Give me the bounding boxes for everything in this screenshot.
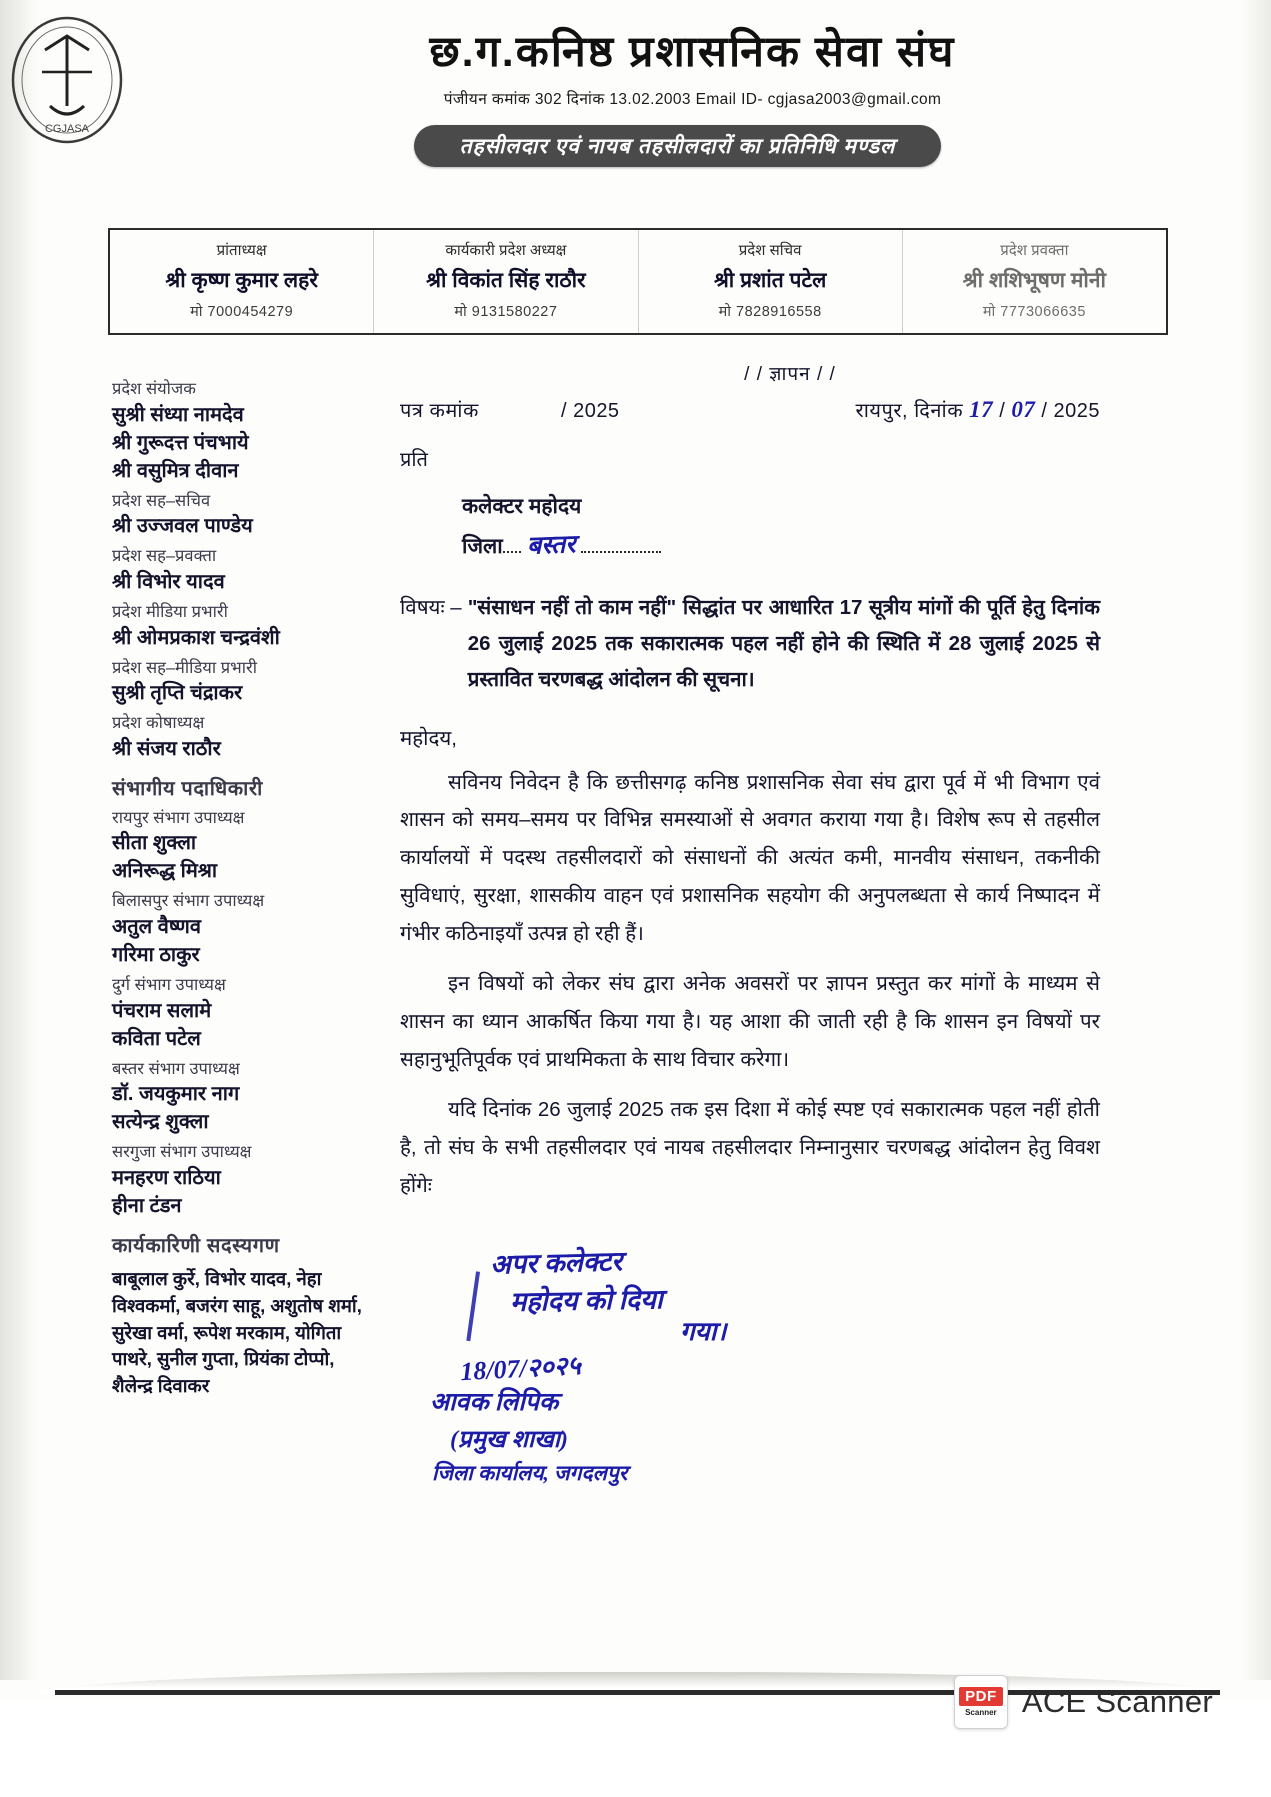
officer-name: श्री शशिभूषण मोनी — [962, 269, 1106, 292]
sidebar-role: प्रदेश मीडिया प्रभारी — [112, 602, 228, 621]
division-role: दुर्ग संभाग उपाध्यक्ष — [112, 976, 226, 994]
officers-table — [108, 228, 1168, 335]
endorsement-date: 18/07/२०२५ — [459, 1350, 582, 1387]
registration-line: पंजीयन कमांक 302 दिनांक 13.02.2003 Email ID- cgjasa2003@gmail.com — [443, 91, 942, 109]
sidebar-name: श्री उज्जवल पाण्डेय — [112, 515, 253, 538]
division-role: बिलासपुर संभाग उपाध्यक्ष — [112, 892, 265, 911]
officer-name: श्री विकांत सिंह राठौर — [426, 269, 586, 292]
officer-cell — [110, 230, 373, 333]
reference-label: पत्र कमांक — [400, 400, 479, 422]
officer-role: कार्यकारी प्रदेश अध्यक्ष — [445, 242, 567, 259]
sidebar-name: सुश्री संध्या नामदेव — [112, 403, 244, 426]
officer-name: श्री कृष्ण कुमार लहरे — [165, 269, 318, 292]
endorsement-line-2: महोदय को दिया — [509, 1284, 663, 1317]
officer-cell — [373, 230, 637, 333]
brand-name: ACE Scanner — [1021, 1684, 1213, 1719]
subject-label: विषयः – — [400, 595, 462, 619]
svg-text:CGJASA: CGJASA — [44, 123, 90, 135]
sidebar-role: प्रदेश सह–प्रवक्ता — [112, 547, 217, 566]
division-name: कविता पटेल — [112, 1027, 201, 1050]
division-name: गरिमा ठाकुर — [112, 944, 200, 966]
cgjasa-emblem-icon — [0, 10, 135, 150]
district-line — [462, 525, 1100, 566]
division-role: रायपुर संभाग उपाध्यक्ष — [112, 808, 245, 827]
district-label: जिला — [462, 534, 503, 558]
officer-mobile: मो 7773066635 — [982, 304, 1086, 320]
date-month: 07 — [1011, 397, 1036, 422]
date-year: / 2025 — [1041, 400, 1100, 422]
paragraph-1: सविनय निवेदन है कि छत्तीसगढ़ कनिष्ठ प्रशासनिक सेवा संघ द्वारा पूर्व में भी विभाग एवं शासन को समय–समय पर विभिन्न समस्याओं से अवगत कराया गया है। विशेष रूप से तहसील कार्यालयों में पदस्थ तहसीलदारों को संसाधनों की अत्यंत कमी, मानवीय संसाधन, तकनीकी सुविधाएं, सुरक्षा, शासकीय वाहन एवं प्रशासनिक सहयोग की अनुपलब्धता से कार्य निष्पादन में गंभीर कठिनाइयाँ उत्पन्न हो रही हैं। — [400, 770, 1100, 946]
memo-label: / / ज्ञापन / / — [744, 364, 836, 385]
officer-mobile: मो 7000454279 — [190, 304, 294, 320]
reference-row — [400, 396, 1100, 423]
salutation: महोदय, — [400, 726, 457, 750]
officer-cell — [638, 230, 902, 333]
place-label: रायपुर, दिनांक — [855, 400, 964, 422]
scanner-watermark — [954, 1675, 1213, 1729]
sidebar-role: प्रदेश संयोजक — [112, 380, 196, 398]
division-name: हीना टंडन — [112, 1194, 182, 1217]
sidebar-role: प्रदेश कोषाध्यक्ष — [112, 714, 205, 733]
officer-role: प्रदेश सचिव — [738, 242, 802, 259]
district-value: बस्तर — [526, 530, 576, 560]
reference-number — [400, 396, 620, 423]
handwritten-endorsement — [430, 1240, 850, 1487]
officer-mobile: मो 9131580227 — [454, 304, 558, 320]
pdf-badge: PDF — [959, 1687, 1003, 1706]
letterhead — [95, 28, 1180, 167]
officer-name: श्री प्रशांत पटेल — [713, 269, 827, 292]
division-role: सरगुजा संभाग उपाध्यक्ष — [112, 1143, 252, 1162]
date-day: 17 — [969, 397, 994, 422]
organization-title: छ.ग.कनिष्ठ प्रशासनिक सेवा संघ — [429, 28, 956, 76]
paragraph-2: इन विषयों को लेकर संघ द्वारा अनेक अवसरों पर ज्ञापन प्रस्तुत कर मांगों के माध्यम से शासन का ध्यान आकर्षित किया गया है। यह आशा की जाती रही है कि शासन इन विषयों पर सहानुभूतिपूर्वक एवं प्राथमिकता के साथ विचार करेगा। — [400, 972, 1100, 1071]
subject-text: "संसाधन नहीं तो काम नहीं" सिद्धांत पर आधारित 17 सूत्रीय मांगों की पूर्ति हेतु दिनांक 26 जुलाई 2025 तक सकारात्मक पहल नहीं होने की स्थिति में 28 जुलाई 2025 से प्रस्तावित चरणबद्ध आंदोलन की सूचना। — [467, 595, 1100, 691]
endorsement-branch: (प्रमुख शाखा) — [450, 1427, 569, 1453]
addressee-block — [462, 490, 1100, 566]
division-name: सत्येन्द्र शुक्ला — [112, 1111, 209, 1134]
endorsement-office: जिला कार्यालय, जगदलपुर — [432, 1461, 628, 1485]
officials-sidebar — [112, 372, 382, 1400]
scan-edge-right — [1241, 0, 1271, 1680]
place-date: रायपुर, दिनांक 17 / 07 / 2025 — [855, 397, 1100, 422]
sidebar-name: श्री संजय राठौर — [112, 737, 221, 760]
officer-cell — [902, 230, 1166, 333]
scanner-badge: Scanner — [965, 1708, 997, 1717]
division-name: अनिरूद्ध मिश्रा — [112, 860, 218, 883]
officer-role: प्रदेश प्रवक्ता — [1000, 242, 1069, 259]
committee-members: बाबूलाल कुर्रे, विभोर यादव, नेहा विश्वकर्मा, बजरंग साहू, अशुतोष शर्मा, सुरेखा वर्मा, रूपेश मरकाम, योगिता पाथरे, सुनील गुप्ता, प्रियंका टोप्पो, शैलेन्द्र दिवाकर — [112, 1267, 362, 1397]
officer-role: प्रांताध्यक्ष — [216, 242, 267, 259]
pdf-scanner-icon — [954, 1675, 1008, 1729]
endorsement-line-3: गया। — [680, 1317, 727, 1346]
division-name: अतुल वैष्णव — [112, 916, 201, 938]
division-name: डॉ. जयकुमार नाग — [112, 1083, 240, 1106]
sidebar-name: श्री ओमप्रकाश चन्द्रवंशी — [112, 626, 280, 649]
endorsement-title: आवक लिपिक — [430, 1389, 559, 1416]
sidebar-name: श्री वसुमित्र दीवान — [112, 459, 239, 482]
paragraph-3: यदि दिनांक 26 जुलाई 2025 तक इस दिशा में कोई स्पष्ट एवं सकारात्मक पहल नहीं होती है, तो संघ के सभी तहसीलदार एवं नायब तहसीलदार निम्नानुसार चरणबद्ध आंदोलन हेतु विवश होंगेः — [400, 1097, 1100, 1197]
sidebar-name: श्री विभोर यादव — [112, 570, 225, 593]
reference-year: / 2025 — [560, 400, 620, 422]
letter-body — [400, 360, 1100, 1205]
to-label: प्रति — [400, 449, 428, 471]
division-name: मनहरण राठिया — [112, 1166, 221, 1189]
sidebar-role: प्रदेश सह–मीडिया प्रभारी — [112, 658, 257, 677]
scan-edge-left — [0, 0, 38, 1680]
division-name: पंचराम सलामे — [112, 999, 212, 1022]
endorsement-line-1: अपर कलेक्टर — [489, 1246, 623, 1280]
sidebar-role: प्रदेश सह–सचिव — [112, 491, 211, 510]
divisional-heading: संभागीय पदाधिकारी — [112, 777, 263, 800]
sidebar-name: श्री गुरूदत्त पंचभाये — [112, 431, 249, 454]
addressee-name: कलेक्टर महोदय — [462, 495, 582, 518]
delegation-banner: तहसीलदार एवं नायब तहसीलदारों का प्रतिनिधि मण्डल — [414, 125, 942, 167]
officer-mobile: मो 7828916558 — [718, 304, 822, 320]
sidebar-name: सुश्री तृप्ति चंद्राकर — [112, 682, 243, 705]
division-role: बस्तर संभाग उपाध्यक्ष — [112, 1059, 240, 1078]
committee-heading: कार्यकारिणी सदस्यगण — [112, 1234, 280, 1257]
division-name: सीता शुक्ला — [112, 832, 197, 855]
subject-block — [400, 590, 1100, 698]
